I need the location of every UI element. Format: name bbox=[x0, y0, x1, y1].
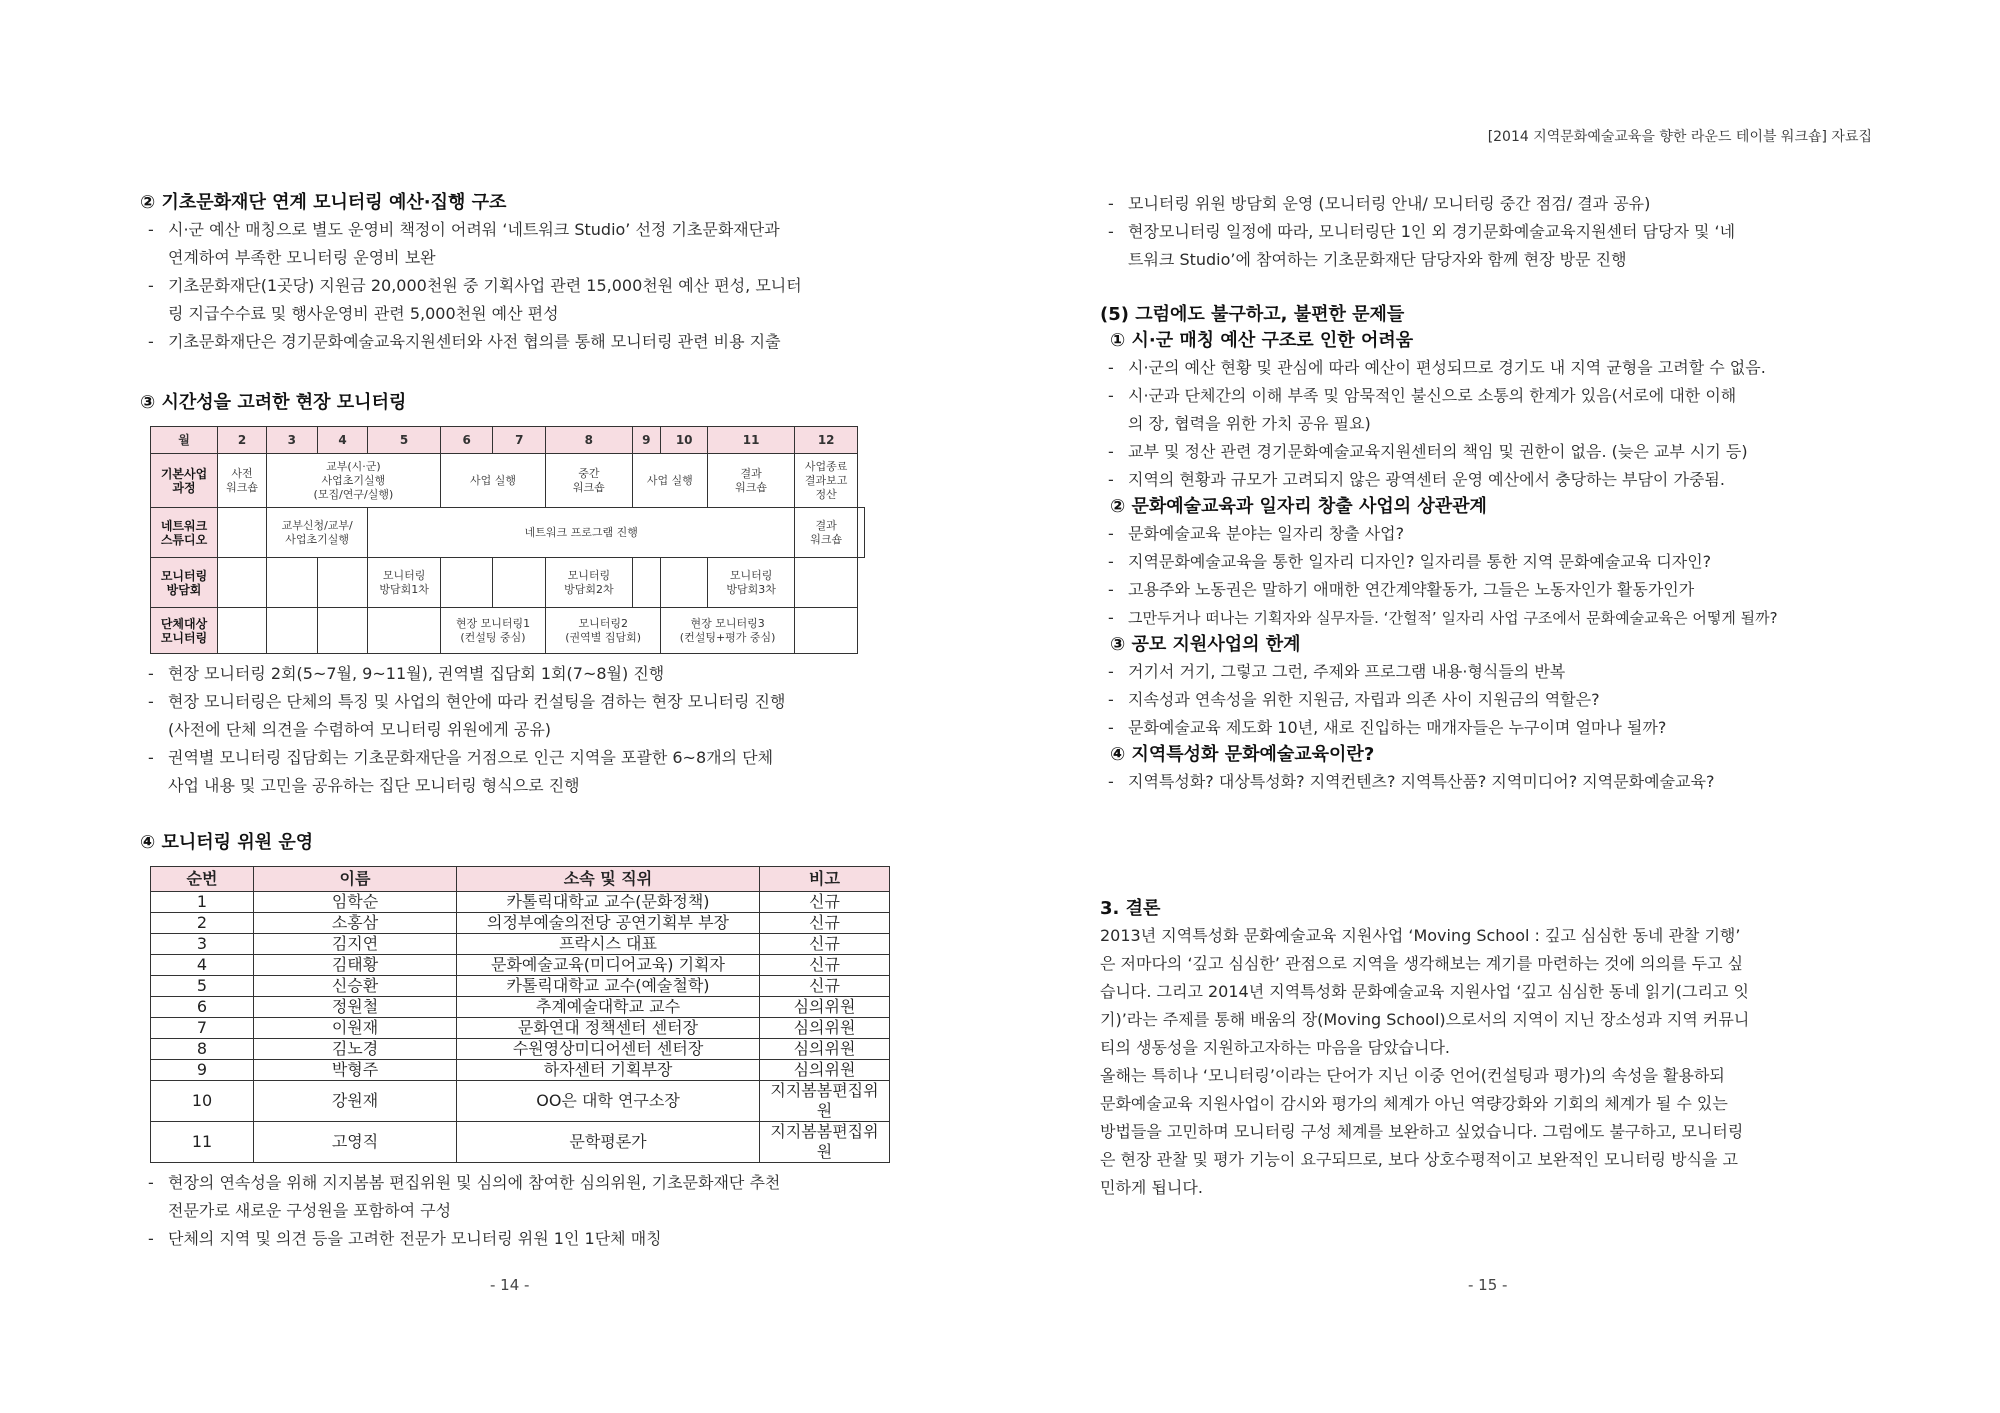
bullet-list bbox=[1100, 354, 1875, 494]
page-number-left: - 14 - bbox=[490, 1276, 530, 1294]
subsection-title: ③ 공모 지원사업의 한계 bbox=[1110, 634, 1301, 655]
table-row: 1 임학순 카톨릭대학교 교수(문화정책) 신규 bbox=[151, 892, 890, 913]
table-row: 10 강원재 OO은 대학 연구소장 지지봄봄편집위원 bbox=[151, 1081, 890, 1122]
bullet-item: - 시·군과 단체간의 이해 부족 및 암묵적인 불신으로 소통의 한계가 있음(서로에 대한 이해 의 장, 협력을 위한 가치 공유 필요) bbox=[1100, 382, 1875, 438]
schedule-table: 월 2 3 4 5 6 7 8 9 10 11 12 기본사업 과정 사전 워크숍 교부(시·군) 사업초기실행 (모집/연구/실행) 사업 실행 중간 워크숍 사업 실행 결과 워크숍 사업종료 결과보고 정산 네트워크 스튜디오 교부신청/교부/ 사업초기실행 네트워크 프로그램 진행 결과 워크숍 모니터링 방담회 모니터링 방담회1차 모니터링 방담회2차 모니터링 방담회3차 단체대상 모니터링 현장 모니터링1 (컨설팅 중심) 모니터링2 (권역별 집담회) 현장 모니터링3 (컨설팅+평가 중심) bbox=[150, 426, 865, 654]
bullet-item: - 현장 모니터링은 단체의 특징 및 사업의 현안에 따라 컨설팅을 겸하는 현장 모니터링 진행 (사전에 단체 의견을 수렴하여 모니터링 위원에게 공유) bbox=[140, 688, 900, 744]
table-row: 8 김노경 수원영상미디어센터 센터장 심의위원 bbox=[151, 1039, 890, 1060]
bullet-list bbox=[1100, 520, 1875, 632]
bullet-item: - 기초문화재단은 경기문화예술교육지원센터와 사전 협의를 통해 모니터링 관련 비용 지출 bbox=[140, 328, 900, 356]
conclusion-paragraph-2: 올해는 특히나 ‘모니터링’이라는 단어가 지닌 이중 언어(컨설팅과 평가)의 속성을 활용하되 문화예술교육 지원사업이 감시와 평가의 체계가 아닌 역량강화와 기회의 체계가 될 수 있는 방법들을 고민하며 모니터링 구성 체계를 보완하고 싶었습니다. 그럼에도 불구하고, 모니터링 은 현장 관찰 및 평가 기능이 요구되므로, 보다 상호수평적이고 보완적인 모니터링 방식을 고 민하게 됩니다. bbox=[1100, 1066, 1744, 1197]
bullet-item: - 시·군 예산 매칭으로 별도 운영비 책정이 어려워 ‘네트워크 Studio’ 선정 기초문화재단과 연계하여 부족한 모니터링 운영비 보완 bbox=[140, 216, 900, 272]
bullet-list bbox=[140, 1169, 900, 1253]
section-title: 3. 결론 bbox=[1100, 898, 1161, 919]
section-title: ④ 모니터링 위원 운영 bbox=[140, 832, 314, 853]
section-title: ② 기초문화재단 연계 모니터링 예산·집행 구조 bbox=[140, 192, 507, 213]
table-row: 11 고영직 문학평론가 지지봄봄편집위원 bbox=[151, 1122, 890, 1163]
page-header: [2014 지역문화예술교육을 향한 라운드 테이블 워크숍] 자료집 bbox=[1487, 129, 1872, 145]
bullet-item: - 기초문화재단(1곳당) 지원금 20,000천원 중 기획사업 관련 15,000천원 예산 편성, 모니터 링 지급수수료 및 행사운영비 관련 5,000천원 예산 편성 bbox=[140, 272, 900, 328]
bullet-item: - 현장 모니터링 2회(5~7월, 9~11월), 권역별 집담회 1회(7~8월) 진행 bbox=[140, 660, 900, 688]
bullet-item: - 문화예술교육 분야는 일자리 창출 사업? bbox=[1100, 520, 1875, 548]
section-title: (5) 그럼에도 불구하고, 불편한 문제들 bbox=[1100, 304, 1405, 325]
bullet-item: - 현장의 연속성을 위해 지지봄봄 편집위원 및 심의에 참여한 심의위원, 기초문화재단 추천 전문가로 새로운 구성원을 포함하여 구성 bbox=[140, 1169, 900, 1225]
section-conclusion bbox=[1100, 896, 1875, 1202]
bullet-item: - 권역별 모니터링 집담회는 기초문화재단을 거점으로 인근 지역을 포괄한 6~8개의 단체 사업 내용 및 고민을 공유하는 집단 모니터링 형식으로 진행 bbox=[140, 744, 900, 800]
section-committee bbox=[140, 830, 900, 1253]
bullet-item: - 교부 및 정산 관련 경기문화예술교육지원센터의 책임 및 권한이 없음. (늦은 교부 시기 등) bbox=[1100, 438, 1875, 466]
section-problems bbox=[1100, 302, 1875, 796]
table-row: 2 소홍삼 의정부예술의전당 공연기획부 부장 신규 bbox=[151, 913, 890, 934]
bullet-list bbox=[1100, 658, 1875, 742]
bullet-item: - 단체의 지역 및 의견 등을 고려한 전문가 모니터링 위원 1인 1단체 매칭 bbox=[140, 1225, 900, 1253]
table-row: 4 김태황 문화예술교육(미디어교육) 기획자 신규 bbox=[151, 955, 890, 976]
page-number-right: - 15 - bbox=[1468, 1276, 1508, 1294]
bullet-list bbox=[1100, 190, 1875, 274]
section-field-monitoring bbox=[140, 390, 900, 800]
bullet-item: - 거기서 거기, 그렇고 그런, 주제와 프로그램 내용·형식들의 반복 bbox=[1100, 658, 1875, 686]
subsection-title: ④ 지역특성화 문화예술교육이란? bbox=[1110, 744, 1375, 765]
bullet-item: - 지역특성화? 대상특성화? 지역컨텐츠? 지역특산품? 지역미디어? 지역문화예술교육? bbox=[1100, 768, 1875, 796]
bullet-item: - 모니터링 위원 방담회 운영 (모니터링 안내/ 모니터링 중간 점검/ 결과 공유) bbox=[1100, 190, 1875, 218]
bullet-item: - 그만두거나 떠나는 기획자와 실무자들. ‘간헐적’ 일자리 사업 구조에서 문화예술교육은 어떻게 될까? bbox=[1100, 604, 1875, 632]
bullet-item: - 고용주와 노동권은 말하기 애매한 연간계약활동가, 그들은 노동자인가 활동가인가 bbox=[1100, 576, 1875, 604]
committee-table: 순번 이름 소속 및 직위 비고 1 임학순 카톨릭대학교 교수(문화정책) 신규 2 소홍삼 의정부예술의전당 공연기획부 부장 신규 3 김지연 프락시스 대표 신규 4 김태황 문화예술교육(미디어교육) 기획자 신규 5 신승환 카톨릭대학교 교수(예술철학) 신규 6 정원철 추계예술대학교 교수 심의위원 7 이원재 문화연대 정책센터 센터장 심의위원 8 김노경 수원영상미디어센터 센터장 심의위원 9 박형주 하자센터 기획부장 심의위원 10 강원재 OO은 대학 연구소장 지지봄봄편집위원 11 고영직 문학평론가 지지봄봄편집위원 bbox=[150, 866, 890, 1163]
subsection-title: ② 문화예술교육과 일자리 창출 사업의 상관관계 bbox=[1110, 496, 1487, 517]
bullet-item: - 지역의 현황과 규모가 고려되지 않은 광역센터 운영 예산에서 충당하는 부담이 가중됨. bbox=[1100, 466, 1875, 494]
table-row: 9 박형주 하자센터 기획부장 심의위원 bbox=[151, 1060, 890, 1081]
table-row: 5 신승환 카톨릭대학교 교수(예술철학) 신규 bbox=[151, 976, 890, 997]
bullet-list bbox=[1100, 768, 1875, 796]
bullet-item: - 문화예술교육 제도화 10년, 새로 진입하는 매개자들은 누구이며 얼마나 될까? bbox=[1100, 714, 1875, 742]
bullet-item: - 현장모니터링 일정에 따라, 모니터링단 1인 외 경기문화예술교육지원센터 담당자 및 ‘네 트워크 Studio’에 참여하는 기초문화재단 담당자와 함께 현장 방문 진행 bbox=[1100, 218, 1875, 274]
bullet-list bbox=[140, 216, 900, 356]
table-row: 3 김지연 프락시스 대표 신규 bbox=[151, 934, 890, 955]
subsection-title: ① 시·군 매칭 예산 구조로 인한 어려움 bbox=[1110, 330, 1414, 351]
table-row: 7 이원재 문화연대 정책센터 센터장 심의위원 bbox=[151, 1018, 890, 1039]
section-budget-structure bbox=[140, 190, 900, 356]
bullet-item: - 시·군의 예산 현황 및 관심에 따라 예산이 편성되므로 경기도 내 지역 균형을 고려할 수 없음. bbox=[1100, 354, 1875, 382]
bullet-list bbox=[140, 660, 900, 800]
bullet-item: - 지역문화예술교육을 통한 일자리 디자인? 일자리를 통한 지역 문화예술교육 디자인? bbox=[1100, 548, 1875, 576]
section-title: ③ 시간성을 고려한 현장 모니터링 bbox=[140, 392, 407, 413]
bullet-item: - 지속성과 연속성을 위한 지원금, 자립과 의존 사이 지원금의 역할은? bbox=[1100, 686, 1875, 714]
conclusion-paragraph-1: 2013년 지역특성화 문화예술교육 지원사업 ‘Moving School : 깊고 심심한 동네 관찰 기행’ 은 저마다의 ‘깊고 심심한’ 관점으로 지역을 생각해보는 계기를 마련하는 것에 의의를 두고 싶 습니다. 그리고 2014년 지역특성화 문화예술교육 지원사업 ‘깊고 심심한 동네 읽기(그리고 잇 기)’라는 주제를 통해 배움의 장(Moving School)으로서의 지역이 지닌 장소성과 지역 커뮤니 티의 생동성을 지원하고자하는 마음을 담았습니다. bbox=[1100, 926, 1750, 1057]
table-row: 6 정원철 추계예술대학교 교수 심의위원 bbox=[151, 997, 890, 1018]
